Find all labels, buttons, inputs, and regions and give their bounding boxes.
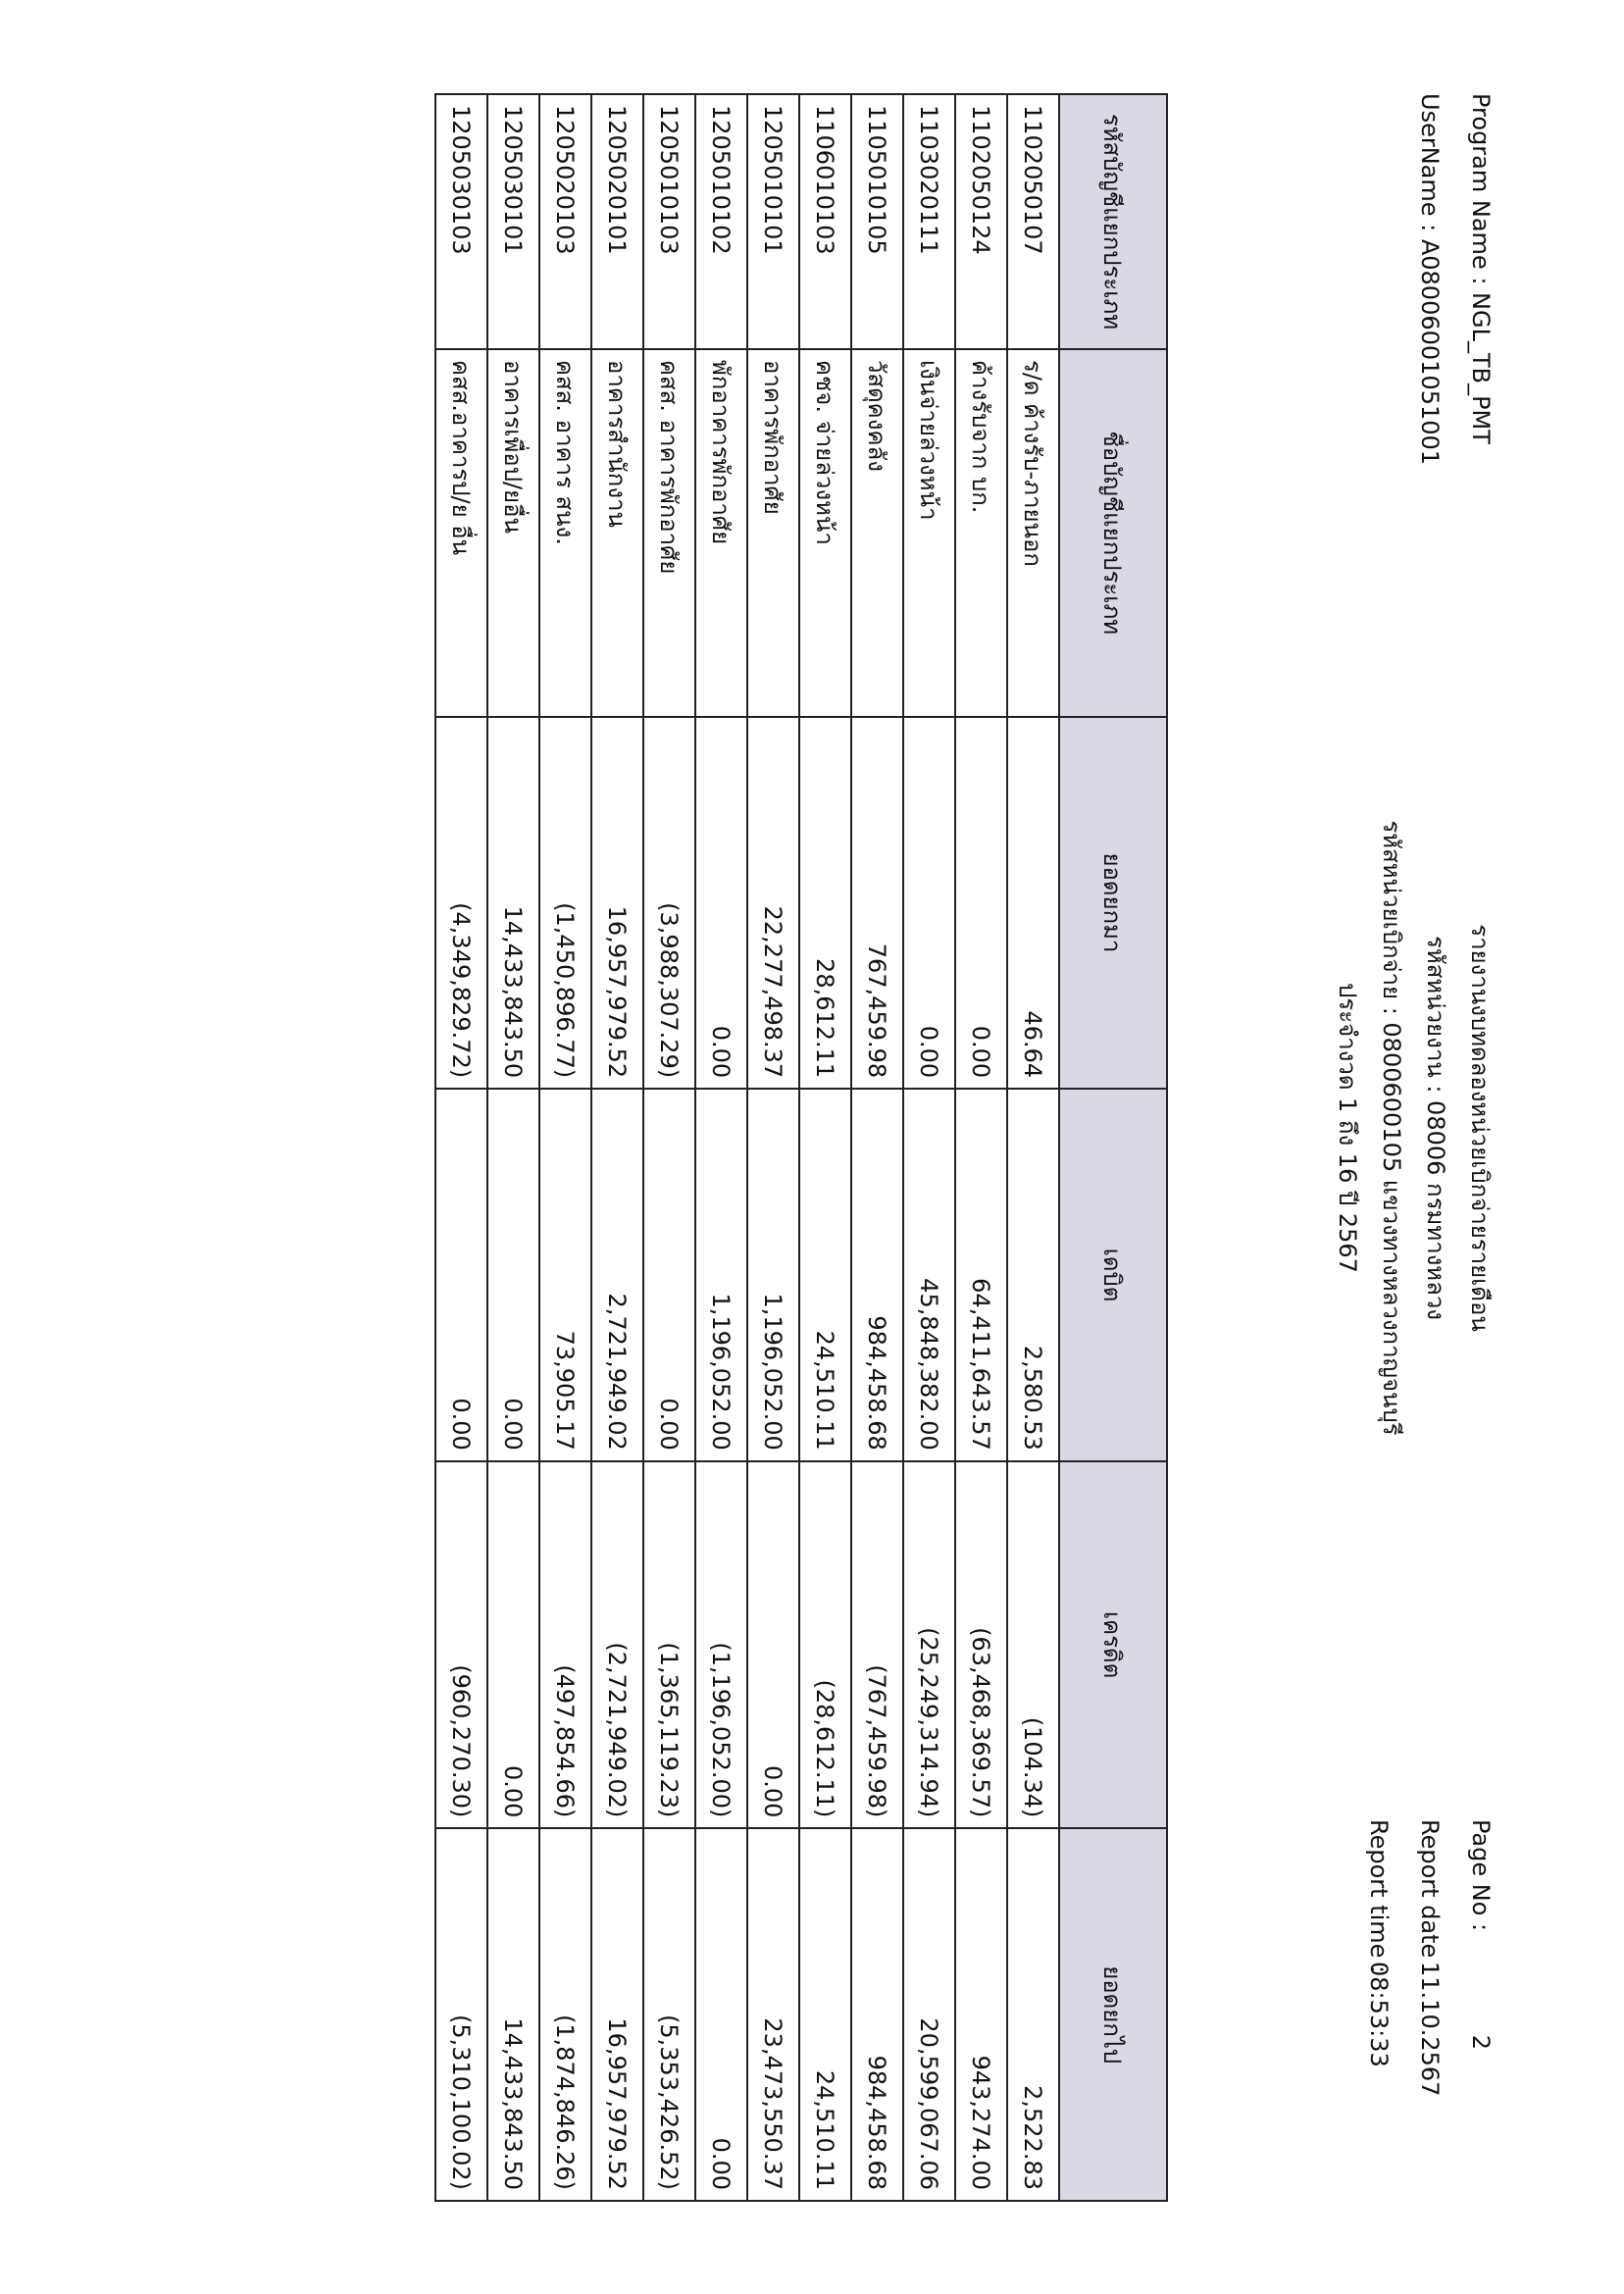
carried-forward-cell: 984,458.68: [851, 1828, 903, 2201]
table-header-row: [1059, 94, 1167, 2201]
credit-cell: (28,612.11): [799, 1461, 851, 1829]
brought-forward-cell: 14,433,843.50: [487, 717, 539, 1090]
brought-forward-cell: 22,277,498.37: [747, 717, 799, 1090]
carried-forward-cell: 16,957,979.52: [591, 1828, 643, 2201]
account-code-cell: 1205020103: [539, 94, 591, 349]
carried-forward-cell: 24,510.11: [799, 1828, 851, 2201]
credit-cell: (767,459.98): [851, 1461, 903, 1829]
account-code-cell: 1205010101: [747, 94, 799, 349]
carried-forward-cell: 0.00: [695, 1828, 747, 2201]
brought-forward-cell: (4,349,829.72): [435, 717, 487, 1090]
account-code-cell: 1205030101: [487, 94, 539, 349]
credit-cell: 0.00: [487, 1461, 539, 1829]
table-row: [1007, 94, 1059, 2201]
program-name: Program Name : NGL_TB_PMT: [1467, 93, 1495, 444]
page-number-row: [1455, 1819, 1506, 2050]
report-date-label: Report date :: [1416, 1819, 1444, 1974]
disbursing-unit: รหัสหน่วยเบิกจ่าย : 0800600105 แขวงทางหลวงกาญจนบุรี: [1378, 820, 1405, 1436]
credit-cell: (960,270.30): [435, 1461, 487, 1829]
debit-cell: 984,458.68: [851, 1089, 903, 1461]
debit-cell: 1,196,052.00: [695, 1089, 747, 1461]
table-row: [435, 94, 487, 2201]
credit-cell: (25,249,314.94): [903, 1461, 955, 1829]
carried-forward-cell: (5,353,426.52): [643, 1828, 695, 2201]
account-code-cell: 1205010102: [695, 94, 747, 349]
account-name-cell: คสส. อาคาร สนง.: [539, 349, 591, 717]
account-name-cell: ร/ด ค้างรับ-ภายนอก: [1007, 349, 1059, 717]
account-name-cell: เงินจ่ายล่วงหน้า: [903, 349, 955, 717]
page-number: 2: [1467, 2034, 1495, 2050]
column-header: เดบิต: [1059, 1089, 1167, 1461]
account-code-cell: 1205010103: [643, 94, 695, 349]
brought-forward-cell: 16,957,979.52: [591, 717, 643, 1090]
table-row: [799, 94, 851, 2201]
table-row: [747, 94, 799, 2201]
account-code-cell: 1105010105: [851, 94, 903, 349]
trial-balance-table: [434, 93, 1168, 2202]
report-date-row: [1404, 1819, 1455, 2097]
table-body: [435, 94, 1059, 2201]
column-header: เครดิต: [1059, 1461, 1167, 1829]
account-name-cell: คสส. อาคารพักอาศัย: [643, 349, 695, 717]
credit-cell: (2,721,949.02): [591, 1461, 643, 1829]
carried-forward-cell: 20,599,067.06: [903, 1828, 955, 2201]
debit-cell: 73,905.17: [539, 1089, 591, 1461]
report-period: ประจำงวด 1 ถึง 16 ปี 2567: [1334, 983, 1361, 1273]
table-row: [643, 94, 695, 2201]
table-row: [487, 94, 539, 2201]
account-code-cell: 1205030103: [435, 94, 487, 349]
brought-forward-cell: 28,612.11: [799, 717, 851, 1090]
table-row: [955, 94, 1007, 2201]
debit-cell: 24,510.11: [799, 1089, 851, 1461]
report-title: รายงานงบทดลองหน่วยเบิกจ่ายรายเดือน: [1466, 924, 1494, 1332]
account-code-cell: 1106010103: [799, 94, 851, 349]
account-name-cell: อาคารพักอาศัย: [747, 349, 799, 717]
brought-forward-cell: 0.00: [955, 717, 1007, 1090]
table-row: [695, 94, 747, 2201]
table-row: [851, 94, 903, 2201]
account-name-cell: คชจ. จ่ายล่วงหน้า: [799, 349, 851, 717]
agency-code: รหัสหน่วยงาน : 08006 กรมทางหลวง: [1422, 935, 1449, 1321]
header-right: [1353, 1819, 1506, 2097]
column-header: ชื่อบัญชีแยกประเภท: [1059, 349, 1167, 717]
table-row: [903, 94, 955, 2201]
account-name-cell: คสส.อาคารป/ย อื่น: [435, 349, 487, 717]
credit-cell: (63,468,369.57): [955, 1461, 1007, 1829]
carried-forward-cell: (1,874,846.26): [539, 1828, 591, 2201]
account-code-cell: 1103020111: [903, 94, 955, 349]
carried-forward-cell: (5,310,100.02): [435, 1828, 487, 2201]
brought-forward-cell: (1,450,896.77): [539, 717, 591, 1090]
brought-forward-cell: 46.64: [1007, 717, 1059, 1090]
debit-cell: 0.00: [487, 1089, 539, 1461]
debit-cell: 2,580.53: [1007, 1089, 1059, 1461]
report-date: 11.10.2567: [1416, 1962, 1444, 2097]
debit-cell: 0.00: [435, 1089, 487, 1461]
account-name-cell: วัสดุคงคลัง: [851, 349, 903, 717]
report-time: 08:53:33: [1365, 1962, 1393, 2067]
brought-forward-cell: 0.00: [903, 717, 955, 1090]
carried-forward-cell: 23,473,550.37: [747, 1828, 799, 2201]
account-code-cell: 1102050107: [1007, 94, 1059, 349]
debit-cell: 2,721,949.02: [591, 1089, 643, 1461]
debit-cell: 64,411,643.57: [955, 1089, 1007, 1461]
account-code-cell: 1102050124: [955, 94, 1007, 349]
column-header: รหัสบัญชีแยกประเภท: [1059, 94, 1167, 349]
account-name-cell: ค้างรับจาก บก.: [955, 349, 1007, 717]
account-name-cell: พักอาคารพักอาศัย: [695, 349, 747, 717]
page-number-label: Page No :: [1467, 1819, 1495, 1932]
column-header: ยอดยกไป: [1059, 1828, 1167, 2201]
debit-cell: 1,196,052.00: [747, 1089, 799, 1461]
account-name-cell: อาคารสำนักงาน: [591, 349, 643, 717]
header-left: [1404, 93, 1506, 465]
carried-forward-cell: 943,274.00: [955, 1828, 1007, 2201]
carried-forward-cell: 14,433,843.50: [487, 1828, 539, 2201]
header-center: [1325, 687, 1501, 1569]
credit-cell: (497,854.66): [539, 1461, 591, 1829]
column-header: ยอดยกมา: [1059, 717, 1167, 1090]
credit-cell: 0.00: [747, 1461, 799, 1829]
debit-cell: 0.00: [643, 1089, 695, 1461]
report-time-label: Report time :: [1365, 1819, 1393, 1974]
brought-forward-cell: 767,459.98: [851, 717, 903, 1090]
report-time-row: [1353, 1819, 1404, 2067]
brought-forward-cell: (3,988,307.29): [643, 717, 695, 1090]
user-name: UserName : A080060010510​01: [1416, 93, 1444, 466]
credit-cell: (1,365,119.23): [643, 1461, 695, 1829]
credit-cell: (1,196,052.00): [695, 1461, 747, 1829]
carried-forward-cell: 2,522.83: [1007, 1828, 1059, 2201]
account-name-cell: อาคารเพื่อป/ยอื่น: [487, 349, 539, 717]
debit-cell: 45,848,382.00: [903, 1089, 955, 1461]
account-code-cell: 1205020101: [591, 94, 643, 349]
credit-cell: (104.34): [1007, 1461, 1059, 1829]
table-row: [591, 94, 643, 2201]
brought-forward-cell: 0.00: [695, 717, 747, 1090]
table-row: [539, 94, 591, 2201]
